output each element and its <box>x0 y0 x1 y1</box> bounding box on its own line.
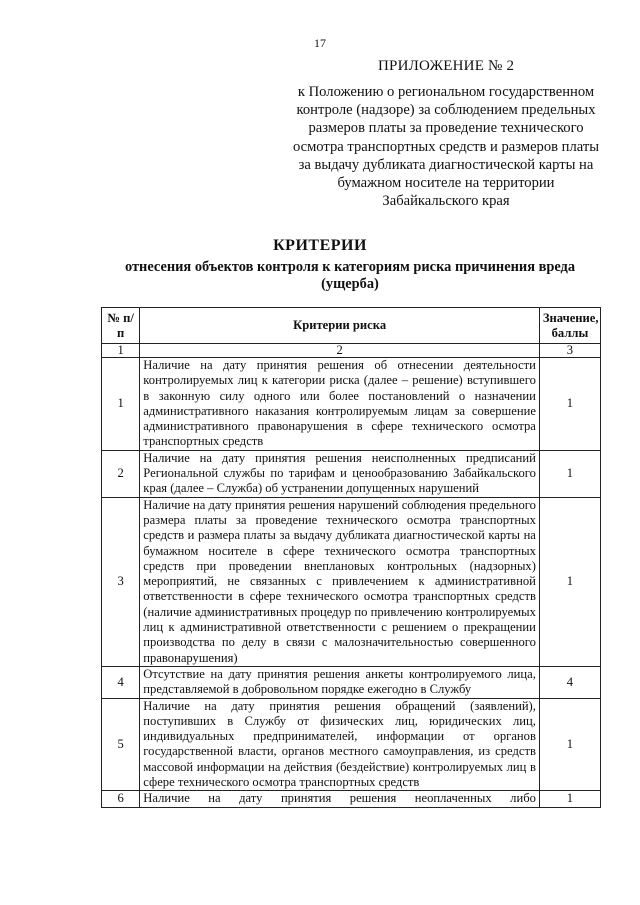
table-row <box>102 698 601 791</box>
page-number: 17 <box>314 36 326 50</box>
appendix-subtitle <box>276 83 616 210</box>
table-row <box>102 450 601 497</box>
index-num: 1 <box>102 344 140 358</box>
appendix-title: ПРИЛОЖЕНИЕ № 2 <box>378 58 515 74</box>
table-row <box>102 358 601 451</box>
row-number: 6 <box>102 791 140 807</box>
table-row <box>102 666 601 698</box>
row-number: 2 <box>102 450 140 497</box>
row-number: 3 <box>102 497 140 666</box>
criteria-subtitle-line: отнесения объектов контроля к категориям риска причинения вреда <box>124 259 576 275</box>
row-criteria-text: Отсутствие на дату принятия решения анкеты контролируемого лица, представляемой в добровольном порядке ежегодно в Службу <box>143 666 536 697</box>
row-value: 1 <box>539 698 600 791</box>
row-value: 1 <box>539 450 600 497</box>
row-value: 4 <box>539 666 600 698</box>
risk-criteria-table <box>101 307 601 808</box>
table-index-row <box>102 344 601 358</box>
row-criteria-text: Наличие на дату принятия решения неисполненных предписаний Региональной службы по тарифам и ценообразованию Забайкальского края (далее – Служба) об устранении допущенных нарушений <box>143 450 536 496</box>
header-num: № п/п <box>102 308 140 344</box>
row-value: 1 <box>539 497 600 666</box>
appendix-subtitle-line: за выдачу дубликата диагностической карты на <box>298 156 594 173</box>
row-number: 1 <box>102 358 140 451</box>
row-criteria <box>140 358 540 451</box>
table-row <box>102 791 601 807</box>
table-header-row <box>102 308 601 344</box>
header-value: Значение, баллы <box>539 308 600 344</box>
row-criteria <box>140 698 540 791</box>
row-criteria <box>140 791 540 807</box>
criteria-subtitle-line: (ущерба) <box>321 276 379 292</box>
appendix-subtitle-line: размеров платы за проведение технического <box>308 120 584 137</box>
row-value: 1 <box>539 358 600 451</box>
row-value: 1 <box>539 791 600 807</box>
appendix-subtitle-line: контроле (надзоре) за соблюдением предельных <box>296 102 596 119</box>
appendix-subtitle-line: к Положению о региональном государственном <box>297 84 595 100</box>
header-criteria: Критерии риска <box>140 308 540 344</box>
row-criteria <box>140 666 540 698</box>
table-row <box>102 497 601 666</box>
row-criteria <box>140 450 540 497</box>
criteria-title: КРИТЕРИИ <box>273 237 367 254</box>
index-criteria: 2 <box>140 344 540 358</box>
appendix-subtitle-line: осмотра транспортных средств и размеров платы <box>292 138 600 155</box>
row-number: 5 <box>102 698 140 791</box>
row-criteria-text: Наличие на дату принятия решения об отнесении деятельности контролируемых лиц к категории риска (далее – решение) вступившего в законную силу одного или более постановлений о назначении административного наказания контролируемым лицам за совершение административного правонарушения в сфере технического осмотра транспортных средств <box>143 358 536 449</box>
row-criteria-text: Наличие на дату принятия решения нарушений соблюдения предельного размера платы за проведение технического осмотра транспортных средств и размера платы за выдачу дубликата диагностической карты на бумажном носителе в сфере технического осмотра транспортных средств при проведении внеплановых контрольных (надзорных) мероприятий, не связанных с привлечением к административной ответственности в сфере технического осмотра транспортных средств (наличие административных процедур по привлечению контролируемых лиц к административной ответственности с решением о прекращении производства по делу в связи с малозначительностью совершенного правонарушения) <box>143 497 536 665</box>
appendix-subtitle-line: Забайкальского края <box>382 193 510 210</box>
row-criteria <box>140 497 540 666</box>
appendix-subtitle-line: бумажном носителе на территории <box>337 175 555 192</box>
row-number: 4 <box>102 666 140 698</box>
row-criteria-text: Наличие на дату принятия решения обращений (заявлений), поступивших в Службу от физических лиц, юридических лиц, индивидуальных предпринимателей, информации от органов государственной власти, органов местного самоуправления, из средств массовой информации на действия (бездействие) контролируемых лиц в сфере технического осмотра транспортных средств <box>143 698 536 790</box>
criteria-subtitle <box>110 259 590 293</box>
index-value: 3 <box>539 344 600 358</box>
row-criteria-text: Наличие на дату принятия решения неоплаченных либо <box>143 791 536 806</box>
